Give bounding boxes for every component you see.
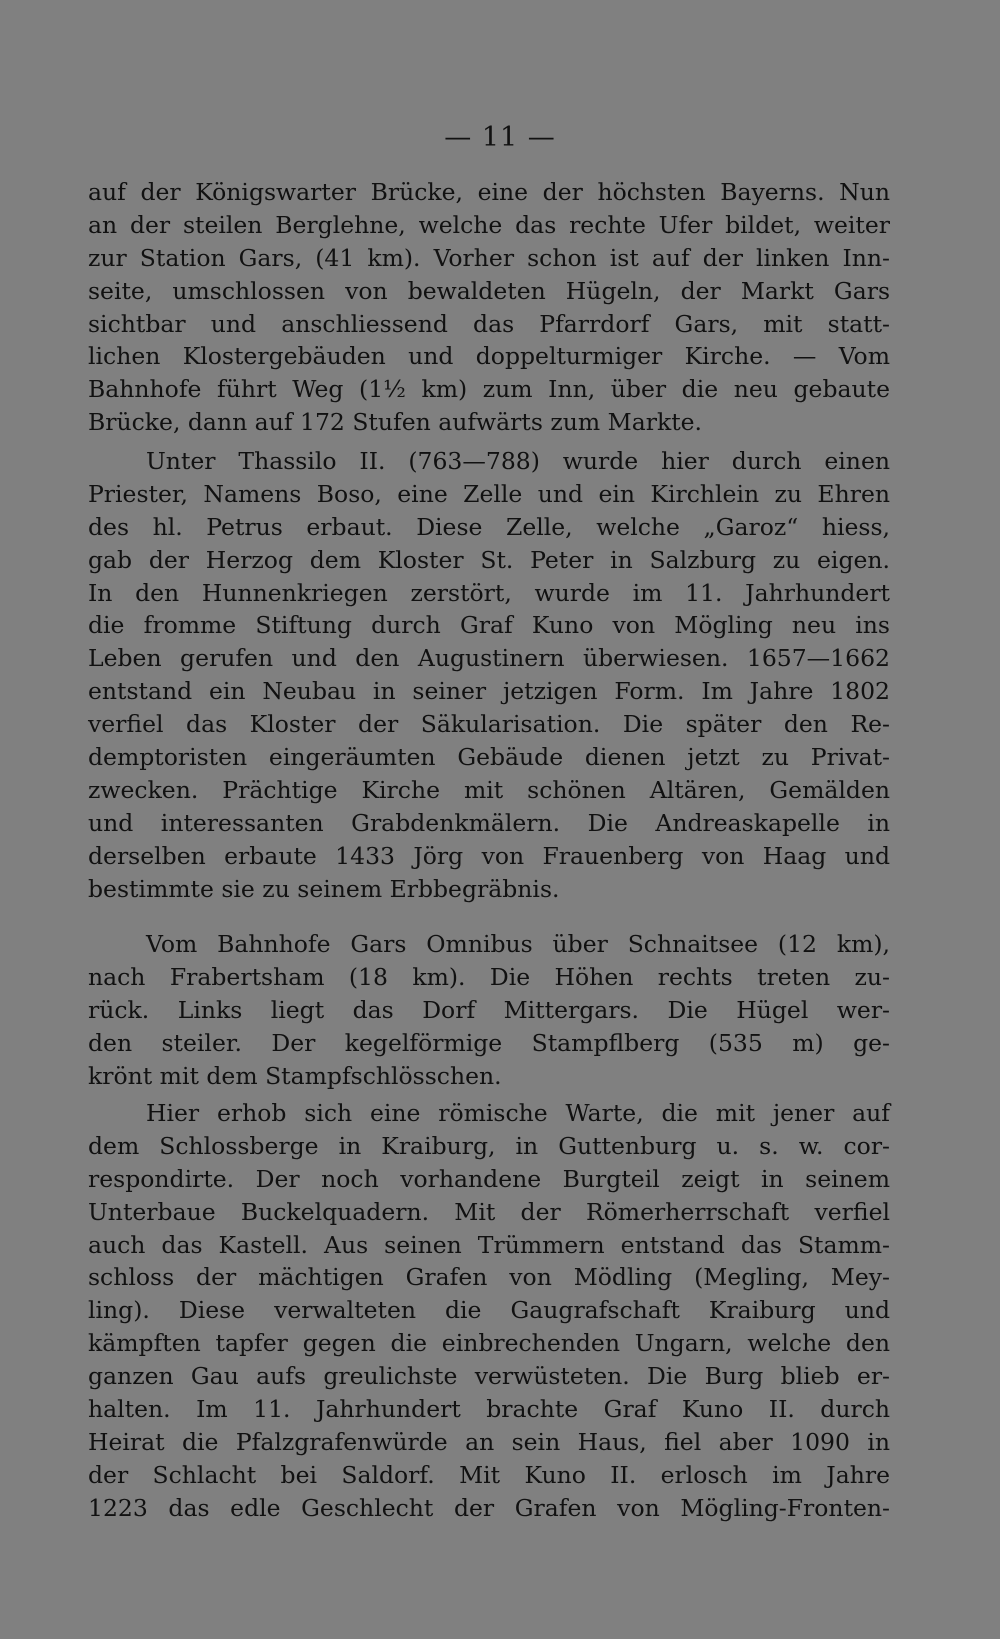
text-line: Bahnhofe führt Weg (1½ km) zum Inn, über die neu gebaute: [88, 375, 890, 404]
text-line: rück. Links liegt das Dorf Mittergars. Die Hügel wer-: [88, 995, 890, 1024]
text-line: halten. Im 11. Jahrhundert brachte Graf Kuno II. durch: [88, 1395, 890, 1424]
text-line: lichen Klostergebäuden und doppelturmiger Kirche. — Vom: [88, 342, 890, 371]
paragraph-monastery-history: [88, 445, 890, 905]
text-line: verfiel das Kloster der Säkularisation. Die später den Re-: [88, 710, 890, 739]
text-line: die fromme Stiftung durch Graf Kuno von Mögling neu ins: [88, 611, 890, 640]
text-line: des hl. Petrus erbaut. Diese Zelle, welche „Garoz“ hiess,: [88, 512, 890, 541]
text-line: Leben gerufen und den Augustinern überwiesen. 1657—1662: [88, 644, 890, 673]
paragraph-gars-arrival: [88, 176, 890, 439]
text-line: krönt mit dem Stampfschlösschen.: [88, 1061, 502, 1090]
text-line: der Schlacht bei Saldorf. Mit Kuno II. erlosch im Jahre: [88, 1460, 890, 1489]
text-line: den steiler. Der kegelförmige Stampflberg (535 m) ge-: [88, 1028, 890, 1057]
text-line: auch das Kastell. Aus seinen Trümmern entstand das Stamm-: [88, 1230, 890, 1259]
text-line: Priester, Namens Boso, eine Zelle und ein Kirchlein zu Ehren: [88, 479, 890, 508]
text-line: entstand ein Neubau in seiner jetzigen Form. Im Jahre 1802: [88, 677, 890, 706]
text-line: Heirat die Pfalzgrafenwürde an sein Haus, fiel aber 1090 in: [88, 1427, 890, 1456]
text-line: Unter Thassilo II. (763—788) wurde hier durch einen: [146, 447, 890, 475]
text-line: bestimmte sie zu seinem Erbbegräbnis.: [88, 874, 560, 903]
text-line: schloss der mächtigen Grafen von Mödling (Megling, Mey-: [88, 1263, 890, 1292]
text-line: ganzen Gau aufs greulichste verwüsteten. Die Burg blieb er-: [88, 1362, 890, 1391]
text-line: sichtbar und anschliessend das Pfarrdorf Gars, mit statt-: [88, 309, 890, 338]
text-line: In den Hunnenkriegen zerstört, wurde im 11. Jahrhundert: [88, 578, 890, 607]
text-line: 1223 das edle Geschlecht der Grafen von Mögling-Fronten-: [88, 1493, 890, 1522]
text-line: seite, umschlossen von bewaldeten Hügeln, der Markt Gars: [88, 276, 890, 305]
text-line: nach Frabertsham (18 km). Die Höhen rechts treten zu-: [88, 962, 890, 991]
text-line: und interessanten Grabdenkmälern. Die Andreaskapelle in: [88, 808, 890, 837]
page-number: — 11 —: [444, 122, 556, 153]
text-line: zur Station Gars, (41 km). Vorher schon ist auf der linken Inn-: [88, 243, 890, 272]
text-line: Vom Bahnhofe Gars Omnibus über Schnaitsee (12 km),: [146, 930, 890, 958]
text-line: demptoristen eingeräumten Gebäude dienen jetzt zu Privat-: [88, 743, 890, 772]
text-line: an der steilen Berglehne, welche das rechte Ufer bildet, weiter: [88, 210, 890, 239]
text-line: dem Schlossberge in Kraiburg, in Guttenburg u. s. w. cor-: [88, 1131, 890, 1160]
text-line: auf der Königswarter Brücke, eine der höchsten Bayerns. Nun: [88, 178, 890, 206]
text-line: ling). Diese verwalteten die Gaugrafschaft Kraiburg und: [88, 1296, 890, 1325]
text-line: gab der Herzog dem Kloster St. Peter in Salzburg zu eigen.: [88, 545, 890, 574]
text-line: zwecken. Prächtige Kirche mit schönen Altären, Gemälden: [88, 775, 890, 804]
text-line: respondirte. Der noch vorhandene Burgteil zeigt in seinem: [88, 1164, 890, 1193]
text-line: Unterbaue Buckelquadern. Mit der Römerherrschaft verfiel: [88, 1197, 890, 1226]
paragraph-roman-watchtower: [88, 1097, 890, 1525]
paragraph-omnibus-route: [88, 928, 890, 1092]
text-line: derselben erbaute 1433 Jörg von Frauenberg von Haag und: [88, 841, 890, 870]
text-line: kämpften tapfer gegen die einbrechenden Ungarn, welche den: [88, 1329, 890, 1358]
text-line: Brücke, dann auf 172 Stufen aufwärts zum Markte.: [88, 408, 703, 437]
text-line: Hier erhob sich eine römische Warte, die mit jener auf: [146, 1099, 890, 1127]
